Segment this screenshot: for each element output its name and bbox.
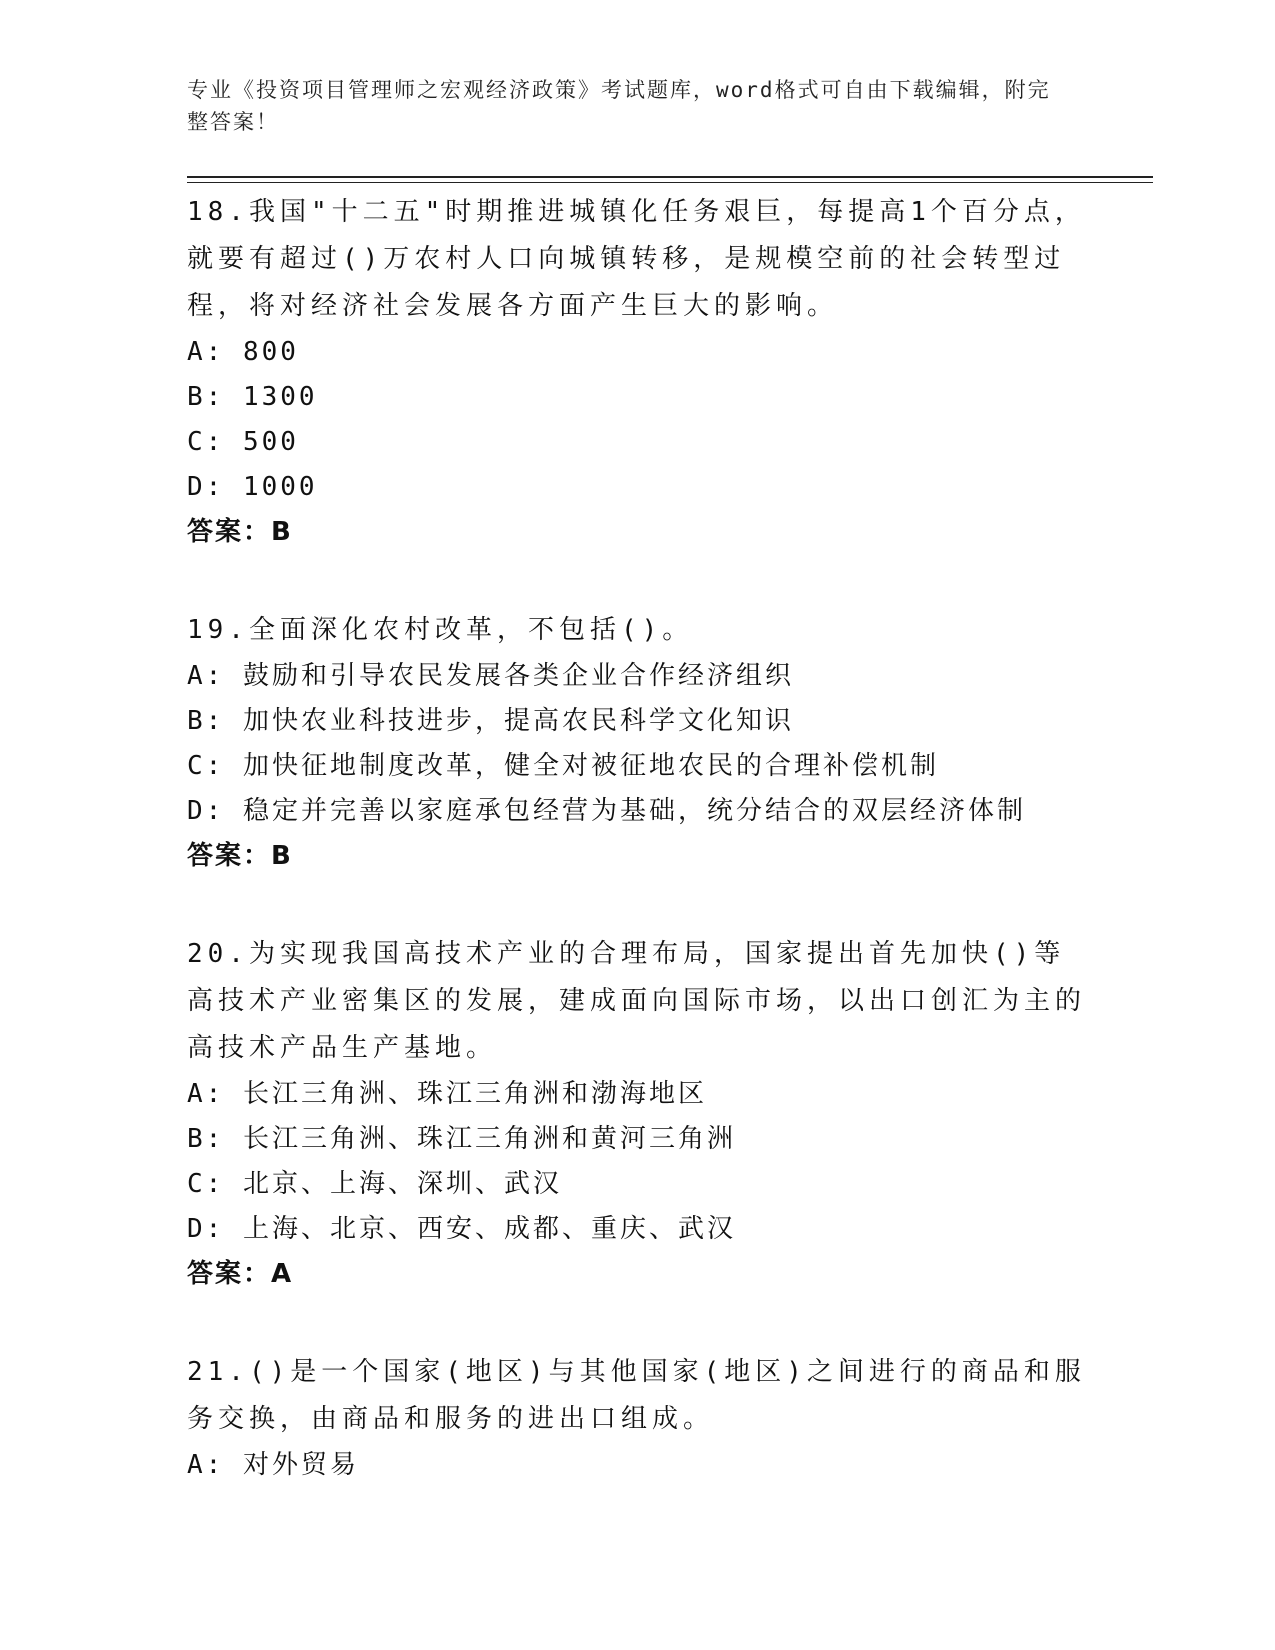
option-a: A: 长江三角洲、珠江三角洲和渤海地区 — [187, 1079, 707, 1109]
question-stem: 18.我国"十二五"时期推进城镇化任务艰巨，每提高1个百分点，就要有超过()万农村人口向城镇转移，是规模空前的社会转型过程，将对经济社会发展各方面产生巨大的影响。 — [187, 197, 1086, 321]
question-stem: 20.为实现我国高技术产业的合理布局，国家提出首先加快()等高技术产业密集区的发展，建成面向国际市场，以出口创汇为主的高技术产品生产基地。 — [187, 939, 1087, 1063]
question-21 — [187, 1349, 1087, 1488]
option-c: C: 北京、上海、深圳、武汉 — [187, 1169, 562, 1199]
option-a: A: 对外贸易 — [187, 1450, 359, 1480]
question-20 — [187, 931, 1087, 1297]
option-b: B: 长江三角洲、珠江三角洲和黄河三角洲 — [187, 1124, 736, 1154]
header-divider-thick — [187, 176, 1153, 178]
question-list — [187, 189, 1087, 1540]
header-divider-thin — [187, 182, 1153, 183]
question-18 — [187, 189, 1087, 555]
answer-line: 答案：B — [187, 841, 293, 871]
document-header: 专业《投资项目管理师之宏观经济政策》考试题库，word格式可自由下载编辑，附完整答案！ — [187, 78, 1051, 134]
option-b: B: 1300 — [187, 382, 318, 412]
question-stem: 19.全面深化农村改革，不包括()。 — [187, 615, 694, 645]
option-a: A: 鼓励和引导农民发展各类企业合作经济组织 — [187, 661, 794, 691]
answer-line: 答案：B — [187, 517, 293, 547]
option-b: B: 加快农业科技进步，提高农民科学文化知识 — [187, 706, 794, 736]
answer-line: 答案：A — [187, 1259, 294, 1289]
option-d: D: 稳定并完善以家庭承包经营为基础，统分结合的双层经济体制 — [187, 796, 1026, 826]
option-c: C: 加快征地制度改革，健全对被征地农民的合理补偿机制 — [187, 751, 939, 781]
option-a: A: 800 — [187, 337, 299, 367]
option-d: D: 1000 — [187, 472, 318, 502]
question-stem: 21.()是一个国家(地区)与其他国家(地区)之间进行的商品和服务交换，由商品和服务的进出口组成。 — [187, 1357, 1086, 1434]
option-c: C: 500 — [187, 427, 299, 457]
option-d: D: 上海、北京、西安、成都、重庆、武汉 — [187, 1214, 736, 1244]
question-19 — [187, 607, 1087, 879]
